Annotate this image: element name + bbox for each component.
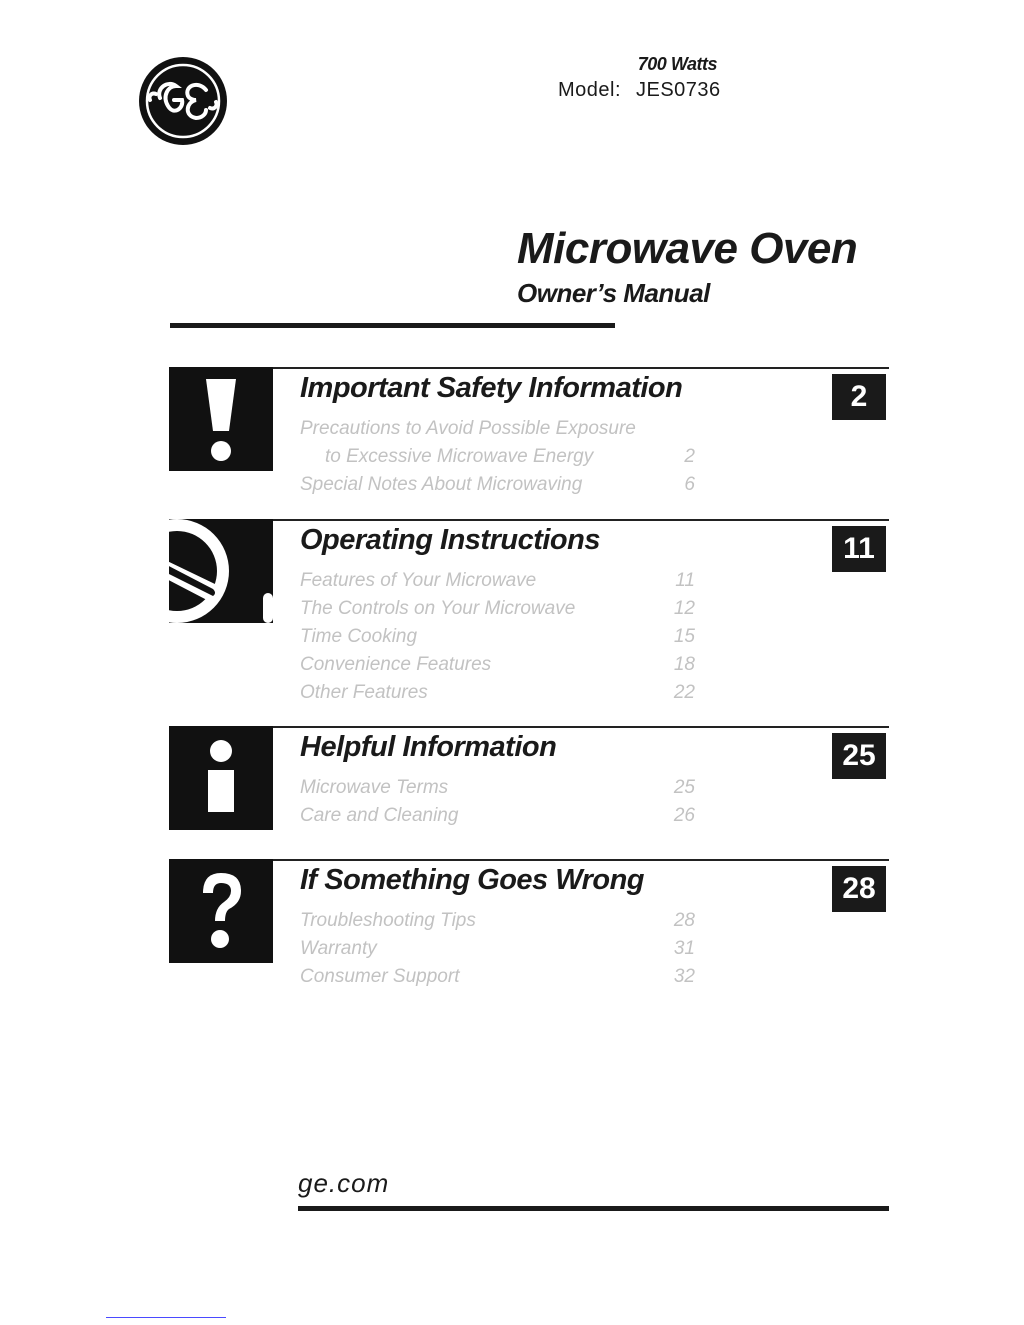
toc-entry[interactable]: Precautions to Avoid Possible Exposure <box>300 418 636 439</box>
toc-entry[interactable]: to Excessive Microwave Energy 2 <box>325 446 695 467</box>
ge-logo-icon <box>138 56 228 146</box>
section-page-badge[interactable]: 25 <box>832 733 886 779</box>
toc-entry[interactable]: Warranty 31 <box>300 938 695 959</box>
title-divider <box>170 323 615 328</box>
section-title: Helpful Information <box>300 731 557 763</box>
toc-entry[interactable]: Microwave Terms 25 <box>300 777 695 798</box>
website-link[interactable]: ge.com <box>298 1168 390 1198</box>
model-number: JES0736 <box>636 79 721 101</box>
section-page-badge[interactable]: 2 <box>832 374 886 420</box>
section-divider <box>273 726 889 728</box>
section-title: If Something Goes Wrong <box>300 864 645 896</box>
section-divider <box>273 367 889 369</box>
section-divider <box>273 519 889 521</box>
section-items <box>300 415 695 499</box>
section-divider <box>273 859 889 861</box>
wattage-label: 700 Watts <box>637 54 717 74</box>
toc-entry[interactable]: Special Notes About Microwaving 6 <box>300 474 695 495</box>
section-items <box>300 774 695 830</box>
toc-entry[interactable]: Care and Cleaning 26 <box>300 805 695 826</box>
toc-entry[interactable]: Consumer Support 32 <box>300 966 695 987</box>
document-title: Microwave Oven <box>517 224 858 273</box>
section-page-badge[interactable]: 11 <box>832 526 886 572</box>
section-title: Operating Instructions <box>300 524 600 556</box>
section-title: Important Safety Information <box>300 372 683 404</box>
toc-entry[interactable]: Time Cooking 15 <box>300 626 695 647</box>
question-icon <box>169 859 273 963</box>
toc-entry[interactable]: Other Features 22 <box>300 682 695 703</box>
toc-entry[interactable]: Features of Your Microwave 11 <box>300 570 695 591</box>
model-label: Model: <box>558 79 622 101</box>
toc-entry[interactable]: Troubleshooting Tips 28 <box>300 910 695 931</box>
document-subtitle: Owner’s Manual <box>517 278 710 308</box>
section-items <box>300 907 695 991</box>
section-page-badge[interactable]: 28 <box>832 866 886 912</box>
model-row <box>558 79 721 102</box>
toc-entry[interactable]: Convenience Features 18 <box>300 654 695 675</box>
footer-divider <box>298 1206 889 1211</box>
dial-icon <box>169 519 273 623</box>
toc-entry[interactable]: The Controls on Your Microwave 12 <box>300 598 695 619</box>
section-items <box>300 567 695 707</box>
page-edge-line <box>106 1317 226 1318</box>
exclamation-icon <box>169 367 273 471</box>
info-icon <box>169 726 273 830</box>
